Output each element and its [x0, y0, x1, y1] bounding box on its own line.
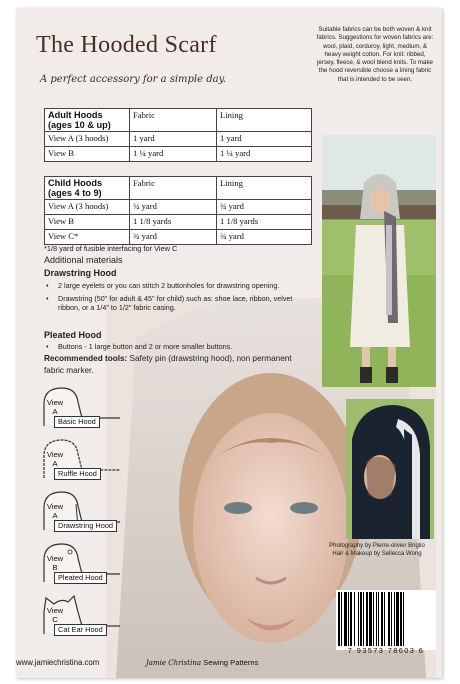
adult-table-subtitle: (ages 10 & up) [48, 120, 111, 130]
adult-col-fabric: Fabric [130, 109, 217, 132]
row-lining: 1 yard [217, 132, 312, 147]
website-url: www.jamiechristina.com [16, 658, 100, 667]
row-lining: 1 1/8 yards [217, 215, 312, 230]
view-name: Cat Ear Hood [54, 624, 107, 636]
photo-credits [316, 543, 438, 558]
table-row [45, 147, 312, 162]
row-lining: 1 ¼ yard [217, 147, 312, 162]
adult-table-header [45, 109, 130, 132]
drawstring-list [44, 281, 316, 313]
pleated-list [44, 342, 316, 352]
drawstring-heading: Drawstring Hood [44, 268, 117, 278]
pattern-title: The Hooded Scarf [36, 32, 217, 58]
credit-hair-makeup: Hair & Makeup by Sellecca Wong [332, 550, 422, 557]
pattern-tagline: A perfect accessory for a simple day. [40, 74, 227, 85]
row-fabric: ¾ yard [130, 200, 217, 215]
brand-text: Sewing Patterns [203, 658, 259, 667]
view-cat-ear-hood [40, 594, 120, 636]
credit-photography: Photography by Pierre-olivier Briglio [329, 543, 425, 549]
view-name: Basic Hood [54, 416, 100, 428]
row-fabric: ¾ yard [130, 230, 217, 245]
recommended-tools [44, 353, 302, 377]
view-label: View A [46, 450, 64, 468]
row-view: View C* [45, 230, 130, 245]
materials-heading: Additional materials [44, 255, 123, 265]
row-fabric: 1 1/8 yards [130, 215, 217, 230]
table-row [45, 200, 312, 215]
view-basic-hood [40, 386, 120, 428]
view-label: View A [46, 398, 64, 416]
table-row [45, 215, 312, 230]
interfacing-footnote: *1/8 yard of fusible interfacing for View C [44, 244, 178, 253]
fabric-suggestions: Suitable fabrics can be both woven & knit fabrics. Suggestions for woven fabrics are: wool, plaid, corduroy, light, medium, & heavy weight cotton. For knit: ribbed, jersey, fleece, & wool blend knits. To make the hood reversible choose a lining fabric that is intended to be seen. [316, 26, 434, 83]
tools-label: Recommended tools: [44, 354, 128, 363]
row-lining: ¾ yard [217, 200, 312, 215]
child-col-fabric: Fabric [130, 177, 217, 200]
barcode [336, 590, 436, 650]
row-fabric: 1 ¼ yard [130, 147, 217, 162]
row-view: View A (3 hoods) [45, 132, 130, 147]
tools-text: Safety pin (drawstring hood), non permanent fabric marker. [44, 354, 292, 375]
model-standing-photo [322, 135, 436, 387]
view-ruffle-hood [40, 438, 120, 480]
list-item: • Drawstring (50" for adult & 45" for child) such as: shoe lace, ribbon, velvet ribbon, or a 1/4" to 1/2" fabric casing. [44, 294, 316, 313]
table-row [45, 132, 312, 147]
view-pleated-hood [40, 542, 120, 584]
view-name: Pleated Hood [54, 572, 107, 584]
barcode-number: 7 93573 78603 6 [347, 646, 425, 655]
adult-yardage-table [44, 108, 312, 162]
row-view: View B [45, 215, 130, 230]
view-name: Ruffle Hood [54, 468, 101, 480]
table-row [45, 230, 312, 245]
view-label: View A [46, 502, 64, 520]
view-drawstring-hood [40, 490, 120, 532]
list-item: • Buttons - 1 large button and 2 or more smaller buttons. [44, 342, 316, 352]
adult-col-lining: Lining [217, 109, 312, 132]
pleated-heading: Pleated Hood [44, 330, 102, 340]
child-table-header [45, 177, 130, 200]
child-table-title: Child Hoods [48, 178, 103, 188]
pattern-card [16, 8, 442, 678]
child-yardage-table [44, 176, 312, 245]
view-name: Drawstring Hood [54, 520, 117, 532]
child-table-subtitle: (ages 4 to 9) [48, 188, 102, 198]
brand-script: Jamie Christina [146, 659, 201, 667]
model-hood-photo [346, 399, 434, 539]
row-view: View A (3 hoods) [45, 200, 130, 215]
row-lining: ¾ yard [217, 230, 312, 245]
child-col-lining: Lining [217, 177, 312, 200]
brand-name [146, 658, 258, 667]
view-label: View B [46, 554, 64, 572]
row-fabric: 1 yard [130, 132, 217, 147]
row-view: View B [45, 147, 130, 162]
view-label: View C [46, 606, 64, 624]
adult-table-title: Adult Hoods [48, 110, 103, 120]
list-item: • 2 large eyelets or you can stitch 2 buttonholes for drawstring opening. [44, 281, 316, 291]
